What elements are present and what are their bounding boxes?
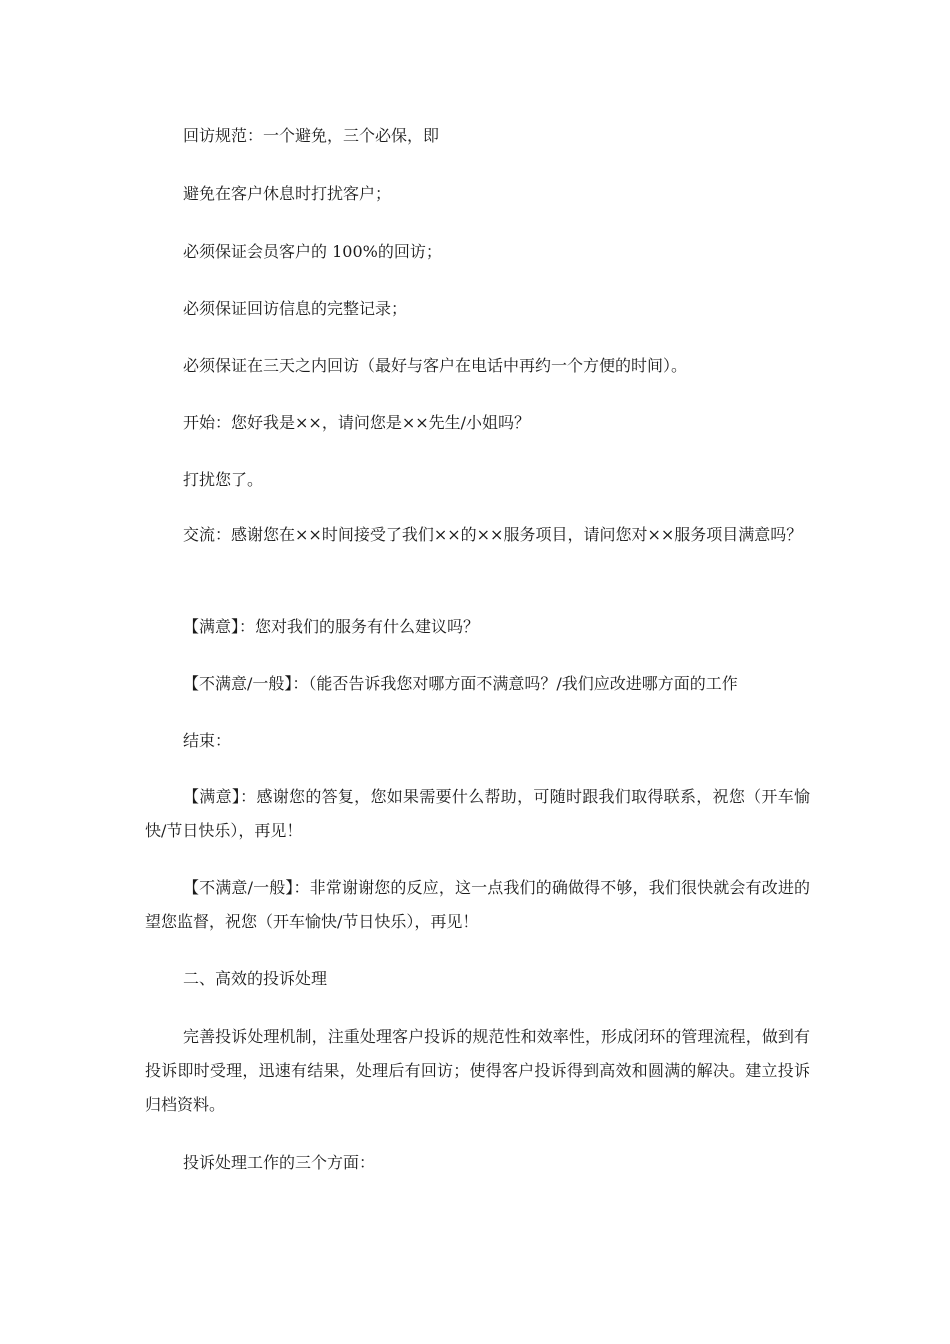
paragraph-complaint-aspects: 投诉处理工作的三个方面：	[183, 1153, 376, 1172]
paragraph-avoid-disturb: 避免在客户休息时打扰客户；	[183, 184, 392, 203]
paragraph-closing-label: 结束：	[183, 731, 232, 750]
paragraph-unsatisfied-question: 【不满意/一般】：（能否告诉我您对哪方面不满意吗？/我们应改进哪方面的工作	[183, 674, 738, 693]
paragraph-satisfied-question: 【满意】：您对我们的服务有什么建议吗？	[183, 617, 480, 636]
paragraph-visit-standard: 回访规范：一个避免，三个必保，即	[183, 126, 440, 145]
paragraph-unsatisfied-closing: 【不满意/一般】：非常谢谢您的反应，这一点我们的确做得不够，我们很快就会有改进的望您监督，祝您（开车愉快/节日快乐），再见！	[145, 878, 810, 931]
section-heading-complaint: 二、高效的投诉处理	[183, 969, 328, 988]
paragraph-satisfied-closing: 【满意】：感谢您的答复，您如果需要什么帮助，可随时跟我们取得联系，祝您（开车愉快/节日快乐），再见！	[145, 787, 810, 840]
paragraph-ensure-full-visit: 必须保证会员客户的 100%的回访；	[183, 242, 442, 261]
paragraph-ensure-complete-record: 必须保证回访信息的完整记录；	[183, 299, 408, 318]
paragraph-sorry-disturb: 打扰您了。	[183, 470, 264, 489]
paragraph-ensure-three-days: 必须保证在三天之内回访（最好与客户在电话中再约一个方便的时间）。	[183, 356, 688, 375]
paragraph-complaint-mechanism: 完善投诉处理机制，注重处理客户投诉的规范性和效率性，形成闭环的管理流程，做到有投诉即时受理，迅速有结果，处理后有回访；使得客户投诉得到高效和圆满的解决。建立投诉归档资料。	[145, 1027, 810, 1114]
paragraph-opening: 开始：您好我是××，请问您是××先生/小姐吗？	[183, 413, 531, 432]
paragraph-exchange: 交流：感谢您在××时间接受了我们××的××服务项目，请问您对××服务项目满意吗？	[183, 525, 803, 544]
